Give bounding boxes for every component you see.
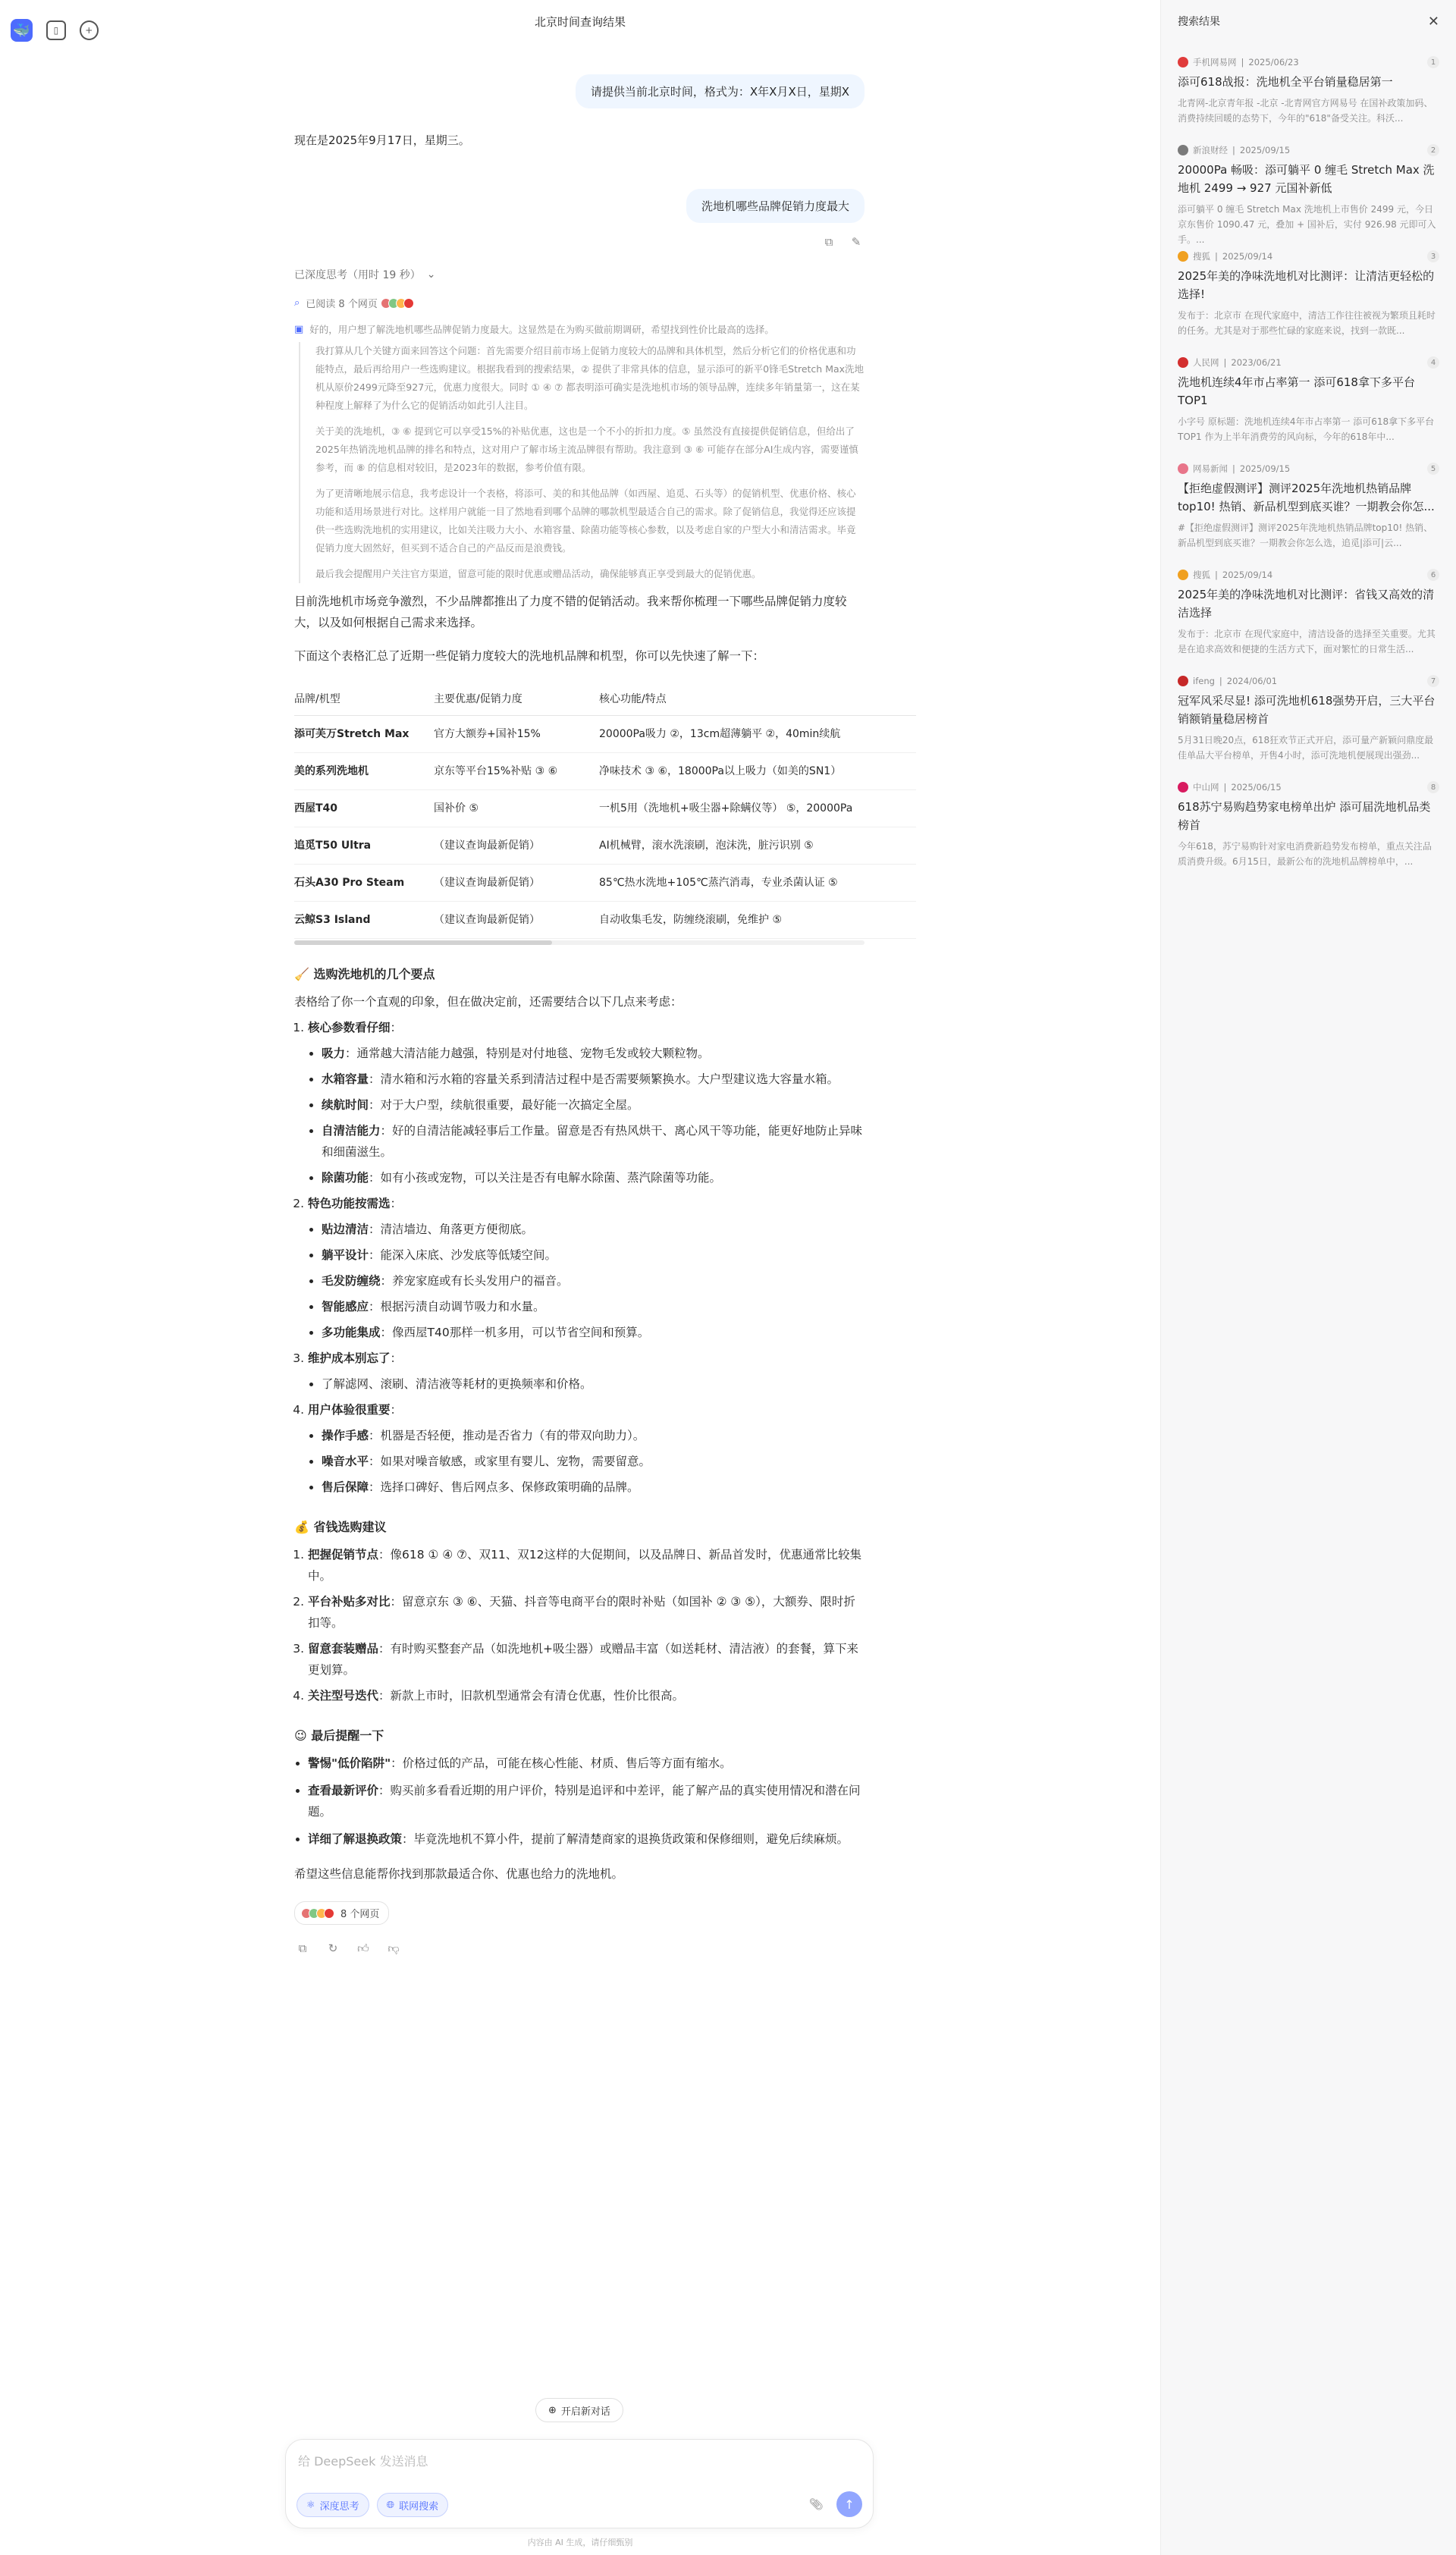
copy-icon[interactable]: ⧉ [824, 235, 833, 249]
sub-item-term: 水箱容量 [322, 1072, 369, 1086]
meta-separator: | [1232, 463, 1235, 474]
meta-separator: | [1223, 357, 1227, 368]
thinking-paragraph: 关于美的洗地机，③ ⑥ 提到它可以享受15%的补贴优惠，这也是一个不小的折扣力度。⑤ 虽然没有直接提供促销信息，但给出了2025年热销洗地机品牌的排名和特点，这对用户了解市场主流品牌很有帮助。我注意到 ③ ⑥ 可能存在部分AI生成内容，需要谨慎参考，而 ⑧ 的信息相对较旧，是2023年的数据，参考价值有限。 [315, 425, 858, 473]
list-item [308, 1591, 864, 1634]
sub-item-term: 吸力 [322, 1047, 346, 1060]
answer-closing: 希望这些信息能帮你找到那款最适合你、优惠也给力的洗地机。 [294, 1867, 624, 1881]
sub-list-item [322, 1425, 864, 1446]
result-title[interactable]: 20000Pa 畅吸：添可躺平 0 缠毛 Stretch Max 洗地机 2499 → 927 元国补新低 [1178, 163, 1435, 195]
table-cell: 85℃热水洗地+105℃蒸汽消毒，专业杀菌认证 ⑤ [599, 865, 916, 902]
sub-item-term: 除菌功能 [322, 1171, 369, 1185]
table-header: 核心功能/特点 [599, 682, 916, 716]
result-date: 2025/09/15 [1239, 145, 1291, 155]
result-snippet: 5月31日晚20点，618狂欢节正式开启，添可量产新颖问鼎度最佳单品大平台榜单，开售4小时，添可洗地机便展现出强劲... [1178, 735, 1434, 761]
result-site: 搜狐 [1193, 251, 1210, 262]
list-item-head: 详细了解退换政策 [308, 1832, 403, 1846]
sub-item-term: 多功能集成 [322, 1326, 381, 1339]
sub-list [308, 1373, 864, 1395]
result-site: 新浪财经 [1193, 145, 1228, 155]
sub-list-item [322, 1296, 864, 1317]
result-title[interactable]: 618苏宁易购趋势家电榜单出炉 添可届洗地机品类榜首 [1178, 800, 1431, 832]
meta-separator: | [1223, 782, 1227, 793]
result-site: 网易新闻 [1193, 463, 1228, 474]
deep-think-label: 深度思考 [319, 2500, 359, 2513]
table-row [294, 865, 916, 902]
tips-list [294, 1017, 864, 1498]
sub-item-desc: ：根据污渍自动调节吸力和水量。 [369, 1300, 545, 1314]
user-message-1: 请提供当前北京时间，格式为：X年X月X日，星期X [576, 74, 864, 108]
sub-item-term: 贴边清洁 [322, 1223, 369, 1236]
result-meta [1178, 569, 1439, 581]
result-index: 3 [1427, 250, 1439, 262]
atom-icon: ⚛ [306, 2499, 315, 2511]
think-toggle-label: 已深度思考（用时 19 秒） [294, 269, 421, 281]
sources-chip-label: 8 个网页 [340, 1909, 380, 1920]
result-meta [1178, 356, 1439, 369]
section-intro: 表格给了你一个直观的印象，但在做决定前，还需要结合以下几点来考虑： [294, 995, 682, 1009]
thinking-icon: ▣ [294, 324, 304, 335]
meta-separator: | [1241, 57, 1244, 67]
table-cell: 自动收集毛发，防缠绕滚刷，免维护 ⑤ [599, 902, 916, 939]
sub-list [308, 1043, 864, 1188]
result-meta [1178, 675, 1439, 687]
sub-list-item [322, 1120, 864, 1163]
list-item [308, 1828, 864, 1850]
result-date: 2025/06/15 [1231, 782, 1282, 793]
result-date: 2025/09/14 [1222, 570, 1273, 580]
result-date: 2025/09/14 [1222, 251, 1273, 262]
sub-list-item [322, 1322, 864, 1343]
list-item-head: 维护成本别忘了 [308, 1351, 391, 1365]
table-cell: 石头A30 Pro Steam [294, 865, 434, 902]
sub-list-item [322, 1167, 864, 1188]
table-cell: AI机械臂，滚水洗滚刷，泡沫洗，脏污识别 ⑤ [599, 827, 916, 865]
result-title[interactable]: 【拒绝虚假测评】测评2025年洗地机热销品牌top10! 热销、新品机型到底买谁？一期教会你怎... [1178, 482, 1435, 513]
list-item-head: 把握促销节点 [308, 1548, 379, 1562]
table-cell: 国补价 ⑤ [434, 790, 599, 827]
sub-item-term: 毛发防缠绕 [322, 1274, 381, 1288]
sub-list-item [322, 1094, 864, 1116]
search-result[interactable] [1161, 767, 1456, 874]
result-site: 搜狐 [1193, 570, 1210, 580]
search-result[interactable] [1161, 42, 1456, 130]
sub-item-term: 续航时间 [322, 1098, 369, 1112]
ai-disclaimer: 内容由 AI 生成，请仔细甄别 [527, 2538, 633, 2547]
chat-thread [294, 61, 864, 1957]
source-avatars [384, 298, 414, 309]
arrow-up-icon: ↑ [844, 2497, 855, 2512]
sub-list-item [322, 1270, 864, 1292]
site-favicon-icon [1178, 251, 1188, 262]
site-favicon-icon [1178, 782, 1188, 793]
result-title[interactable]: 添可618战报：洗地机全平台销量稳居第一 [1178, 75, 1393, 89]
result-meta [1178, 56, 1439, 68]
table-cell: （建议查询最新促销） [434, 865, 599, 902]
new-chat-label: 开启新对话 [560, 2406, 610, 2418]
scrollbar-thumb[interactable] [294, 940, 552, 945]
sub-item-desc: ：清水箱和污水箱的容量关系到清洁过程中是否需要频繁换水。大户型建议选大容量水箱。 [369, 1072, 839, 1086]
sub-list-item [322, 1451, 864, 1472]
result-index: 7 [1427, 675, 1439, 687]
result-index: 2 [1427, 144, 1439, 156]
meta-separator: | [1219, 676, 1222, 686]
table-cell: （建议查询最新促销） [434, 827, 599, 865]
section-title-tips: 🧹 选购洗地机的几个要点 [294, 967, 435, 981]
send-button[interactable] [836, 2491, 862, 2517]
result-snippet: 添可躺平 0 缠毛 Stretch Max 洗地机上市售价 2499 元，今日京东售价 1090.47 元，叠加 + 国补后，实付 926.98 元即可入手。... [1178, 204, 1436, 245]
list-item-desc: ：价格过低的产品，可能在核心性能、材质、售后等方面有缩水。 [391, 1756, 732, 1770]
table-cell: 净味技术 ③ ⑥，18000Pa以上吸力（如美的SN1） [599, 753, 916, 790]
sub-item-term: 自清洁能力 [322, 1124, 381, 1138]
result-title[interactable]: 冠军风采尽显! 添可洗地机618强势开启，三大平台销额销量稳居榜首 [1178, 694, 1436, 726]
list-item-head: 警惕"低价陷阱" [308, 1756, 391, 1770]
result-index: 8 [1427, 781, 1439, 793]
meta-separator: | [1232, 145, 1235, 155]
thinking-paragraph: 我打算从几个关键方面来回答这个问题：首先需要介绍目前市场上促销力度较大的品牌和具体机型，然后分析它们的价格优惠和功能特点，最后再给用户一些选购建议。根据我看到的搜索结果，② 提供了非常具体的信息，显示添可的新平0锋毛Stretch Max洗地机从原价2499元降至927元，优惠力度很大。同时 ① ④ ⑦ 都表明添可确实是洗地机市场的领导品牌，连续多年销量第一，这在某种程度上解释了为什么它的促销活动如此引人注目。 [315, 345, 864, 411]
section-title-saving: 💰 省钱选购建议 [294, 1520, 387, 1534]
list-item: 4. 用户体验很重要： • 操作手感：机器是否轻便，推动是否省力（有的带双向助力）。 • 噪音水平：如果对噪音敏感，或家里有婴儿、宠物，需要留意。 • 售后保障：选择口碑好、售后网点多、保修政策明确的品牌。 [308, 1399, 864, 1498]
site-favicon-icon [1178, 357, 1188, 368]
sub-list [308, 1425, 864, 1498]
thinking-paragraph: 最后我会提醒用户关注官方渠道，留意可能的限时优惠或赠品活动，确保能够真正享受到最大的促销优惠。 [315, 568, 761, 579]
result-date: 2023/06/21 [1231, 357, 1282, 368]
table-header: 主要优惠/促销力度 [434, 682, 599, 716]
table-cell: 云鲸S3 Island [294, 902, 434, 939]
thinking-content [294, 321, 864, 583]
thinking-paragraph: 为了更清晰地展示信息，我考虑设计一个表格，将添可、美的和其他品牌（如西屋、追觅、石头等）的促销机型、优惠价格、核心功能和适用场景进行对比。这样用户就能一目了然地看到哪个品牌的哪款机型最适合自己的需求。除了促销信息，我觉得还应该提供一些选购洗地机的实用建议，比如关注吸力大小、水箱容量、除菌功能等核心参数，以及考虑自家的户型大小和清洁需求。毕竟促销力度大固然好，但买到不适合自己的产品反而是浪费钱。 [315, 488, 856, 554]
sub-item-desc: ：通常越大清洁能力越强，特别是对付地毯、宠物毛发或较大颗粒物。 [345, 1047, 710, 1060]
list-item-desc: ：像618 ① ④ ⑦、双11、双12这样的大促期间，以及品牌日、新品首发时，优惠通常比较集中。 [308, 1548, 862, 1583]
answer-body [294, 591, 864, 1957]
sub-item-desc: ：对于大户型，续航很重要，最好能一次搞定全屋。 [369, 1098, 639, 1112]
deep-think-button[interactable] [297, 2493, 369, 2517]
deepseek-logo-icon[interactable]: 🐳 [11, 19, 33, 42]
result-title[interactable]: 2025年美的净味洗地机对比测评：省钱又高效的清洁选择 [1178, 588, 1435, 620]
chevron-down-icon: ⌄ [426, 268, 436, 281]
search-results-panel [1160, 0, 1456, 2555]
list-item-head: 特色功能按需选 [308, 1197, 391, 1210]
sources-chip[interactable] [294, 1901, 389, 1925]
panel-title: 搜索结果 [1178, 16, 1220, 28]
result-title[interactable]: 2025年美的净味洗地机对比测评：让清洁更轻松的选择! [1178, 269, 1435, 301]
table-row [294, 716, 916, 753]
sub-item-desc: ：像西屋T40那样一机多用，可以节省空间和预算。 [380, 1326, 650, 1339]
list-item-head: 平台补贴多对比 [308, 1595, 391, 1609]
result-index: 5 [1427, 463, 1439, 475]
sub-item-desc: ：如果对噪音敏感，或家里有婴儿、宠物，需要留意。 [369, 1455, 651, 1468]
result-meta [1178, 144, 1439, 156]
read-sources-label: 已阅读 8 个网页 [306, 299, 378, 310]
section-title-reminder: 😉 最后提醒一下 [294, 1728, 384, 1743]
thumbs-down-icon[interactable]: 👎︎ [388, 1941, 400, 1955]
message-input[interactable]: 给 DeepSeek 发送消息 [298, 2454, 428, 2469]
search-result[interactable] [1161, 661, 1456, 767]
result-snippet: 今年618，苏宁易购针对家电消费新趋势发布榜单，重点关注品质消费升级。6月15日，最新公布的洗地机品牌榜单中，... [1178, 841, 1432, 867]
sub-item-desc: ：机器是否轻便，推动是否省力（有的带双向助力）。 [369, 1429, 645, 1442]
sub-item-term: 躺平设计 [322, 1248, 369, 1262]
table-cell: 京东等平台15%补贴 ③ ⑥ [434, 753, 599, 790]
site-favicon-icon [1178, 676, 1188, 686]
close-icon[interactable]: ✕ [1427, 13, 1439, 30]
chat-plus-icon: ⊕ [548, 2404, 557, 2416]
table-cell: （建议查询最新促销） [434, 902, 599, 939]
attach-icon[interactable]: 📎︎ [808, 2497, 824, 2511]
list-item [308, 1780, 864, 1822]
search-result[interactable] [1161, 343, 1456, 449]
result-meta [1178, 463, 1439, 475]
sub-list [308, 1219, 864, 1343]
list-item-desc: ：购买前多看看近期的用户评价，特别是追评和中差评，能了解产品的真实使用情况和潜在问题。 [308, 1784, 861, 1819]
table-cell: 追觅T50 Ultra [294, 827, 434, 865]
sub-item-term: 噪音水平 [322, 1455, 369, 1468]
search-result[interactable] [1161, 555, 1456, 661]
meta-separator: | [1215, 570, 1218, 580]
result-snippet: 发布于：北京市 在现代家庭中，清洁设备的选择至关重要。尤其是在追求高效和便捷的生活方式下，面对繁忙的日常生活... [1178, 629, 1436, 654]
list-item: 1. 核心参数看仔细： • 吸力：通常越大清洁能力越强，特别是对付地毯、宠物毛发或较大颗粒物。 • 水箱容量：清水箱和污水箱的容量关系到清洁过程中是否需要频繁换水。大户型建议选大容量水箱。 • 续航时间：对于大户型，续航很重要，最好能一次搞定全屋。 • 自清洁能力：好的自清洁能减轻事后工作量。留意是否有热风烘干、离心风干等功能，能更好地防止异味和细菌滋生。 • 除菌功能：如有小孩或宠物，可以关注是否有电解水除菌、蒸汽除菌等功能。 [308, 1017, 864, 1188]
result-snippet: 发布于：北京市 在现代家庭中，清洁工作往往被视为繁琐且耗时的任务。尤其是对于那些忙碌的家庭来说，找到一款既... [1178, 310, 1436, 336]
result-snippet: #【拒绝虚假测评】测评2025年洗地机热销品牌top10! 热销、新品机型到底买谁？一期教会你怎么选，追觅|添可|云... [1178, 523, 1433, 548]
read-sources[interactable] [294, 296, 864, 310]
globe-icon: 🌐︎ [386, 2499, 395, 2511]
table-cell: 美的系列洗地机 [294, 753, 434, 790]
answer-intro: 目前洗地机市场竞争激烈，不少品牌都推出了力度不错的促销活动。我来帮你梳理一下哪些品牌促销力度较大，以及如何根据自己需求来选择。 [294, 595, 847, 629]
site-favicon-icon [1178, 145, 1188, 155]
left-rail [0, 0, 99, 61]
promo-table [294, 682, 864, 939]
result-site: 中山网 [1193, 782, 1219, 793]
result-site: 人民网 [1193, 357, 1219, 368]
sub-list-item [322, 1477, 864, 1498]
list-item [308, 1753, 864, 1774]
list-item-desc: ：毕竟洗地机不算小件，提前了解清楚商家的退换货政策和保修细则，避免后续麻烦。 [402, 1832, 849, 1846]
list-item-head: 核心参数看仔细 [308, 1021, 391, 1034]
search-result[interactable] [1161, 130, 1456, 245]
result-meta [1178, 250, 1439, 262]
user-message-2: 洗地机哪些品牌促销力度最大 [686, 189, 864, 223]
result-site: ifeng [1193, 676, 1215, 686]
sidebar-toggle-icon[interactable]: ▯ [46, 20, 65, 40]
result-meta [1178, 781, 1439, 793]
table-cell: 西屋T40 [294, 790, 434, 827]
sub-item-term: 智能感应 [322, 1300, 369, 1314]
table-cell: 一机5用（洗地机+吸尘器+除螨仪等） ⑤，20000Pa [599, 790, 916, 827]
result-date: 2024/06/01 [1226, 676, 1278, 686]
table-row [294, 827, 916, 865]
list-item-head: 查看最新评价 [308, 1784, 379, 1797]
site-favicon-icon [1178, 463, 1188, 474]
list-item: 2. 特色功能按需选： • 贴边清洁：清洁墙边、角落更方便彻底。 • 躺平设计：能深入床底、沙发底等低矮空间。 • 毛发防缠绕：养宠家庭或有长头发用户的福音。 • 智能感应：根据污渍自动调节吸力和水量。 • 多功能集成：像西屋T40那样一机多用，可以节省空间和预算。 [308, 1193, 864, 1343]
sub-list-item [322, 1219, 864, 1240]
answer-actions [294, 1940, 864, 1957]
sub-list-item [322, 1373, 864, 1395]
new-chat-button[interactable] [535, 2398, 623, 2422]
sub-item-desc: 了解滤网、滚刷、清洁液等耗材的更换频率和价格。 [322, 1377, 592, 1391]
meta-separator: | [1215, 251, 1218, 262]
table-scrollbar[interactable] [294, 940, 864, 945]
table-row [294, 902, 916, 939]
new-chat-icon[interactable]: + [80, 20, 99, 40]
list-item [308, 1685, 864, 1706]
thumbs-up-icon[interactable]: 👍︎ [357, 1941, 369, 1955]
result-index: 1 [1427, 56, 1439, 68]
table-header: 品牌/机型 [294, 682, 434, 716]
table-cell: 官方大额券+国补15% [434, 716, 599, 753]
list-item-head: 留意套装赠品 [308, 1642, 379, 1656]
page-title: 北京时间查询结果 [534, 15, 626, 29]
regenerate-icon[interactable]: ↻ [328, 1941, 338, 1955]
saving-list [294, 1544, 864, 1706]
list-item: 3. 维护成本别忘了： • 了解滤网、滚刷、清洁液等耗材的更换频率和价格。 [308, 1348, 864, 1395]
web-search-button[interactable] [377, 2493, 448, 2517]
search-icon: ⌕ [294, 297, 300, 309]
result-snippet: 小字号 原标题：洗地机连续4年市占率第一 添可618拿下多平台TOP1 作为上半年消费劳的风向标，今年的618年中... [1178, 416, 1435, 442]
sub-item-desc: ：选择口碑好、售后网点多、保修政策明确的品牌。 [369, 1480, 639, 1494]
result-title[interactable]: 洗地机连续4年市占率第一 添可618拿下多平台TOP1 [1178, 375, 1415, 407]
source-avatars [304, 1908, 334, 1919]
sub-item-desc: ：养宠家庭或有长头发用户的福音。 [380, 1274, 569, 1288]
site-favicon-icon [1178, 570, 1188, 580]
list-item-head: 用户体验很重要 [308, 1403, 391, 1417]
search-results-list [1161, 42, 1456, 874]
sub-item-term: 操作手感 [322, 1429, 369, 1442]
result-index: 6 [1427, 569, 1439, 581]
sub-item-desc: ：能深入床底、沙发底等低矮空间。 [369, 1248, 557, 1262]
site-favicon-icon [1178, 57, 1188, 67]
search-result[interactable] [1161, 449, 1456, 555]
reminder-list [294, 1753, 864, 1850]
sub-item-desc: ：如有小孩或宠物，可以关注是否有电解水除菌、蒸汽除菌等功能。 [369, 1171, 722, 1185]
sub-list-item [322, 1069, 864, 1090]
message-composer[interactable] [285, 2439, 874, 2528]
sub-list-item [322, 1245, 864, 1266]
sub-item-term: 售后保障 [322, 1480, 369, 1494]
assistant-message-1: 现在是2025年9月17日，星期三。 [294, 133, 470, 147]
sub-item-desc: ：好的自清洁能减轻事后工作量。留意是否有热风烘干、离心风干等功能，能更好地防止异味和细菌滋生。 [322, 1124, 863, 1159]
result-index: 4 [1427, 356, 1439, 369]
list-item-desc: ：新款上市时，旧款机型通常会有清仓优惠，性价比很高。 [378, 1689, 685, 1703]
thinking-first: 好的，用户想了解洗地机哪些品牌促销力度最大。这显然是在为购买做前期调研，希望找到性价比最高的选择。 [309, 324, 774, 335]
sub-list-item [322, 1043, 864, 1064]
result-date: 2025/09/15 [1239, 463, 1291, 474]
table-cell: 添可芙万Stretch Max [294, 716, 434, 753]
list-item-desc: ：留意京东 ③ ⑥、天猫、抖音等电商平台的限时补贴（如国补 ② ③ ⑤），大额券、限时折扣等。 [308, 1595, 855, 1630]
deep-think-toggle[interactable] [294, 267, 435, 282]
result-snippet: 北青网-北京青年报 -北京 -北青网官方网易号 在国补政策加码、消费持续回暖的态势下，今年的"618"备受关注。科沃... [1178, 98, 1433, 124]
edit-icon[interactable]: ✎ [851, 235, 861, 249]
sub-item-desc: ：清洁墙边、角落更方便彻底。 [369, 1223, 534, 1236]
result-site: 手机网易网 [1193, 57, 1237, 67]
list-item-head: 关注型号迭代 [308, 1689, 379, 1703]
table-row [294, 790, 916, 827]
table-intro: 下面这个表格汇总了近期一些促销力度较大的洗地机品牌和机型，你可以先快速了解一下： [294, 649, 765, 663]
table-row [294, 753, 916, 790]
list-item-desc: ：有时购买整套产品（如洗地机+吸尘器）或赠品丰富（如送耗材、清洁液）的套餐，算下来更划算。 [308, 1642, 859, 1677]
result-date: 2025/06/23 [1248, 57, 1299, 67]
web-search-label: 联网搜索 [399, 2500, 439, 2513]
search-result[interactable] [1161, 237, 1456, 343]
copy-icon[interactable]: ⧉ [298, 1941, 307, 1955]
table-cell: 20000Pa吸力 ②，13cm超薄躺平 ②，40min续航 [599, 716, 916, 753]
list-item [308, 1544, 864, 1587]
list-item [308, 1638, 864, 1681]
